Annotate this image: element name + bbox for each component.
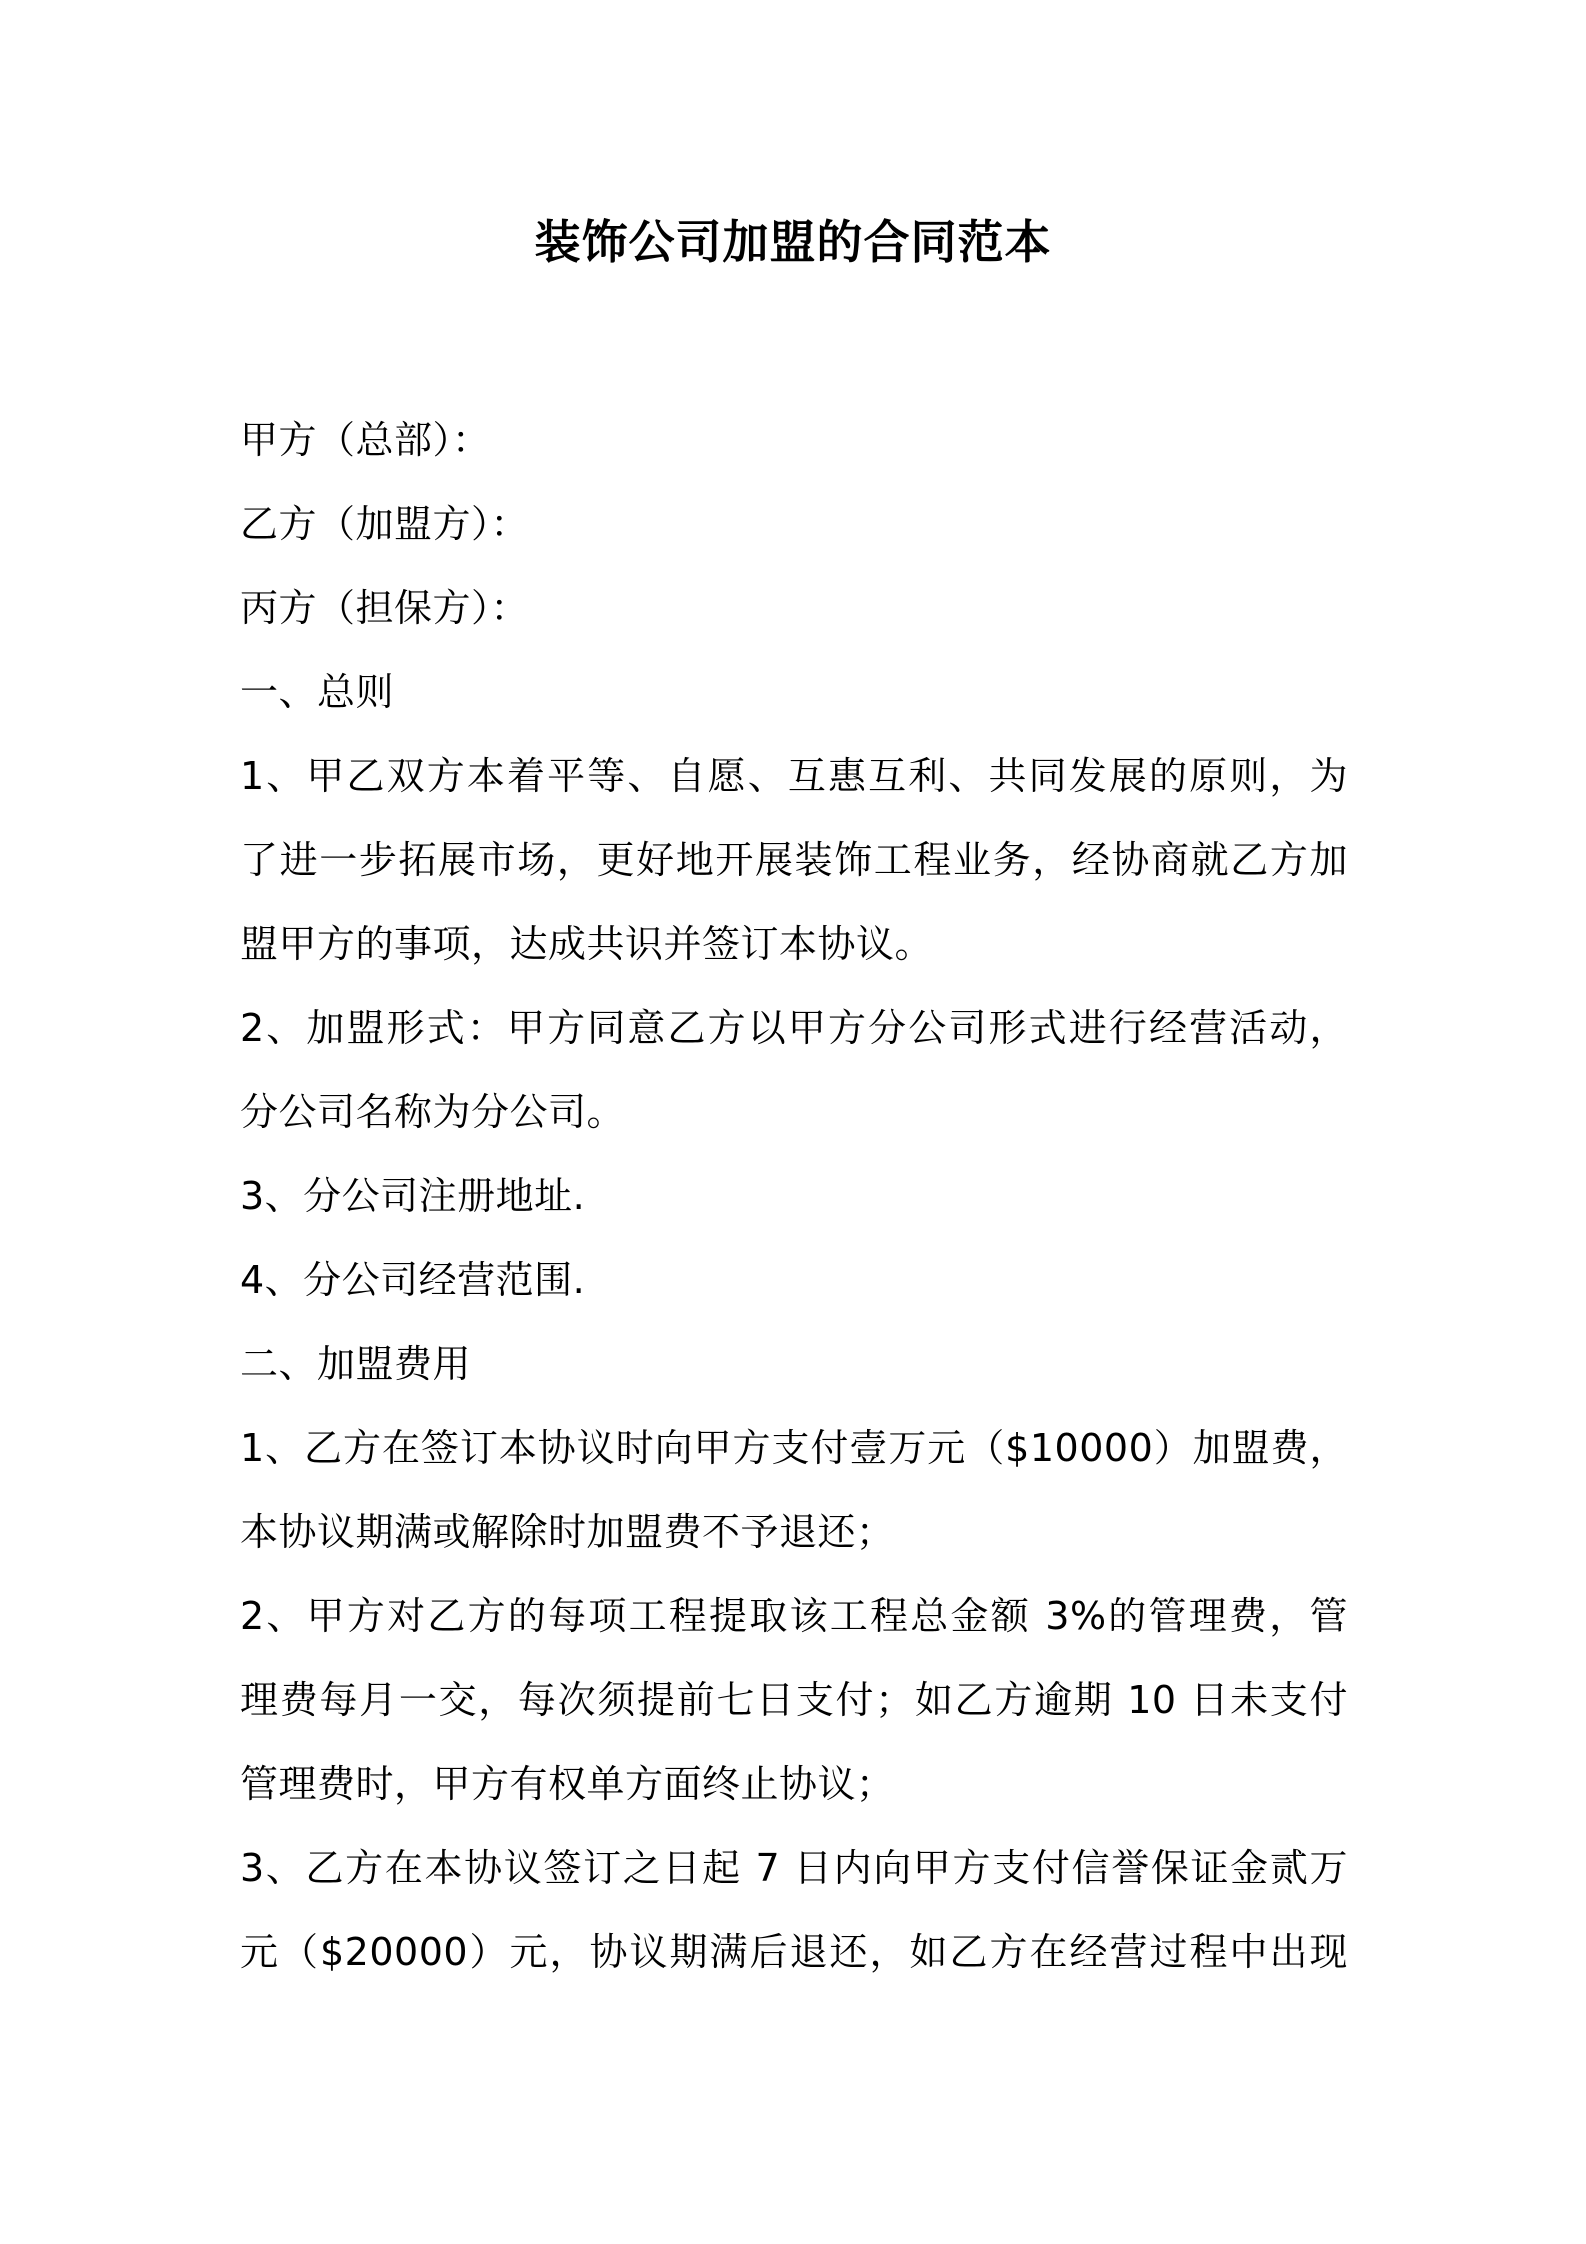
document-title: 装饰公司加盟的合同范本 — [534, 215, 1052, 269]
section-heading-fees: 二、加盟费用 — [240, 1342, 472, 1386]
party-a-line: 甲方（总部）： — [240, 418, 491, 462]
paragraph-line: 管理费时，甲方有权单方面终止协议； — [240, 1762, 895, 1806]
paragraph-line: 盟甲方的事项，达成共识并签订本协议。 — [240, 922, 934, 966]
party-c-line: 丙方（担保方）： — [240, 586, 530, 630]
paragraph-line: 3、分公司注册地址. — [240, 1174, 586, 1218]
party-b-line: 乙方（加盟方）： — [240, 502, 530, 546]
paragraph-line: 本协议期满或解除时加盟费不予退还； — [240, 1510, 895, 1554]
paragraph-line: 分公司名称为分公司。 — [240, 1090, 626, 1134]
paragraph-line: 理费每月一交，每次须提前七日支付；如乙方逾期 10 日未支付 — [240, 1678, 1348, 1722]
document-body — [240, 398, 1348, 1994]
paragraph-line: 4、分公司经营范围. — [240, 1258, 586, 1302]
paragraph-line: 2、甲方对乙方的每项工程提取该工程总金额 3%的管理费，管 — [240, 1594, 1348, 1638]
paragraph-line: 3、乙方在本协议签订之日起 7 日内向甲方支付信誉保证金贰万 — [240, 1846, 1348, 1890]
paragraph-line: 1、乙方在签订本协议时向甲方支付壹万元（$10000）加盟费， — [240, 1426, 1348, 1470]
paragraph-line: 2、加盟形式：甲方同意乙方以甲方分公司形式进行经营活动， — [240, 1006, 1348, 1050]
paragraph-line: 元（$20000）元，协议期满后退还，如乙方在经营过程中出现 — [240, 1930, 1348, 1974]
paragraph-line: 1、甲乙双方本着平等、自愿、互惠互利、共同发展的原则，为 — [240, 754, 1348, 798]
section-heading-general: 一、总则 — [240, 670, 395, 714]
paragraph-line: 了进一步拓展市场，更好地开展装饰工程业务，经协商就乙方加 — [240, 838, 1348, 882]
